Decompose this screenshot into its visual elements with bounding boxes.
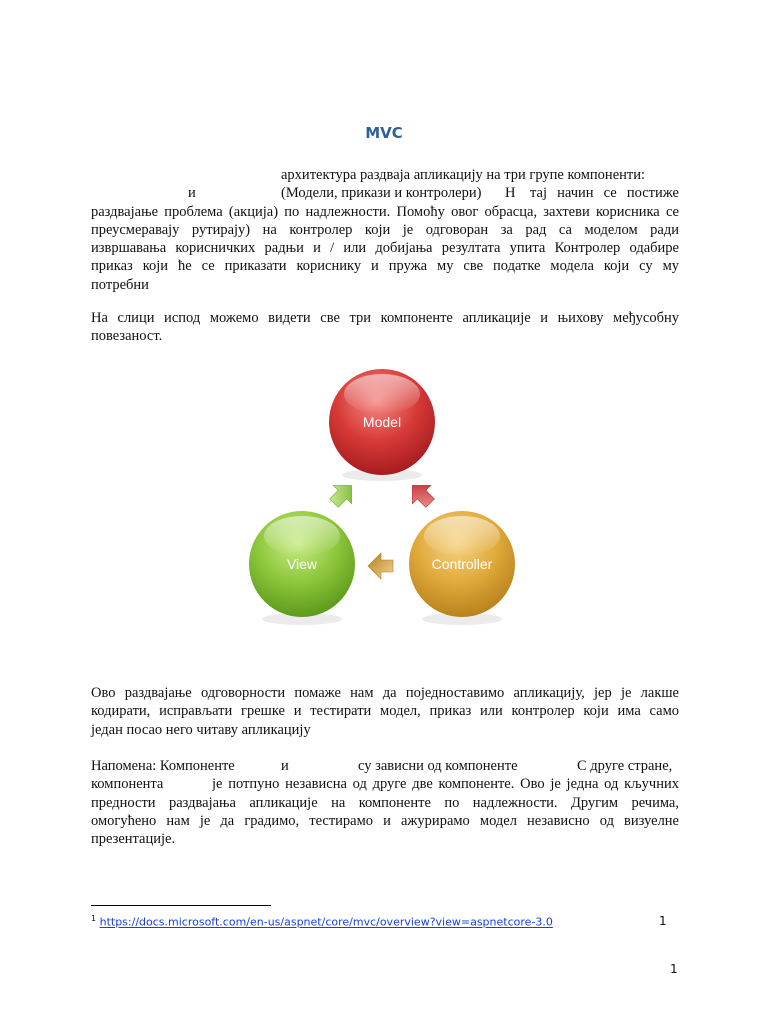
paragraph-intro — [91, 166, 679, 294]
text-fragment: су зависни од компоненте — [358, 758, 518, 774]
text-line: омогућено нам је да градимо, тестирамо и ажурирамо модел независно од визуелне — [91, 812, 679, 829]
paragraph-figure-intro — [91, 309, 679, 346]
footnote — [91, 914, 553, 929]
arrow-view-to-model-icon — [325, 476, 361, 512]
text-line: преусмеравају рутирају) на контролер који је одговоран за рад са моделом ради — [91, 221, 679, 238]
footnote-page-number: 1 — [659, 914, 667, 928]
page-title: MVC — [365, 124, 403, 142]
text-fragment: (Модели, прикази и контролери) — [281, 185, 482, 202]
footnote-marker: 1 — [91, 914, 97, 923]
model-node — [329, 369, 435, 481]
text-line: кодирати, исправљати грешке и тестирати модел, приказ или контролер који има само — [91, 703, 679, 720]
text-line: На слици испод можемо видети све три компоненте апликације и њихову међусобну — [91, 310, 679, 326]
view-label: View — [286, 556, 318, 572]
text-line: повезаност. — [91, 328, 163, 345]
text-fragment: и — [281, 758, 289, 774]
text-fragment: компонента — [91, 776, 164, 793]
text-line: архитектура раздваја апликацију на три групе компоненти: — [281, 167, 646, 183]
view-node — [249, 511, 355, 625]
text-line: потребни — [91, 276, 149, 293]
arrow-controller-to-model-icon — [403, 476, 439, 512]
footnote-link[interactable]: https://docs.microsoft.com/en-us/aspnet/core/mvc/overview?view=aspnetcore-3.0 — [99, 915, 553, 929]
text-fragment: је потпуно независна од друге две компоненте. Ово је једна од кључних — [212, 776, 679, 793]
text-fragment: Напомена: Компоненте — [91, 758, 235, 774]
text-line: Ово раздвајање одговорности помаже нам да поједноставимо апликацију, јер је лакше — [91, 685, 679, 701]
text-fragment: и — [188, 185, 196, 202]
text-fragment: тај начин се постиже — [530, 185, 679, 202]
model-label: Model — [362, 414, 402, 430]
text-line: један посао него читаву апликацију — [91, 721, 311, 738]
text-line: предности раздвајања апликације на компоненте по надлежности. Другим речима, — [91, 794, 679, 811]
text-line: раздвајање проблема (акција) по надлежности. Помоћу овог обрасца, захтеви корисника се — [91, 203, 679, 220]
text-fragment: С друге стране, — [577, 758, 673, 774]
footnote-separator — [91, 905, 271, 906]
controller-node — [409, 511, 515, 625]
arrow-controller-to-view-icon — [368, 553, 393, 579]
mvc-diagram — [240, 364, 530, 634]
text-line: извршавања корисничких радњи и / или добијања резултата упита Контролер одабире — [91, 240, 679, 257]
page-number: 1 — [670, 962, 678, 976]
paragraph-separation — [91, 684, 679, 739]
text-line: приказ који ће се приказати кориснику и пружа му све податке модела који су му — [91, 258, 679, 275]
text-fragment: Н — [505, 185, 516, 202]
paragraph-note — [91, 757, 679, 848]
text-line: презентације. — [91, 831, 176, 848]
controller-label: Controller — [431, 556, 493, 572]
